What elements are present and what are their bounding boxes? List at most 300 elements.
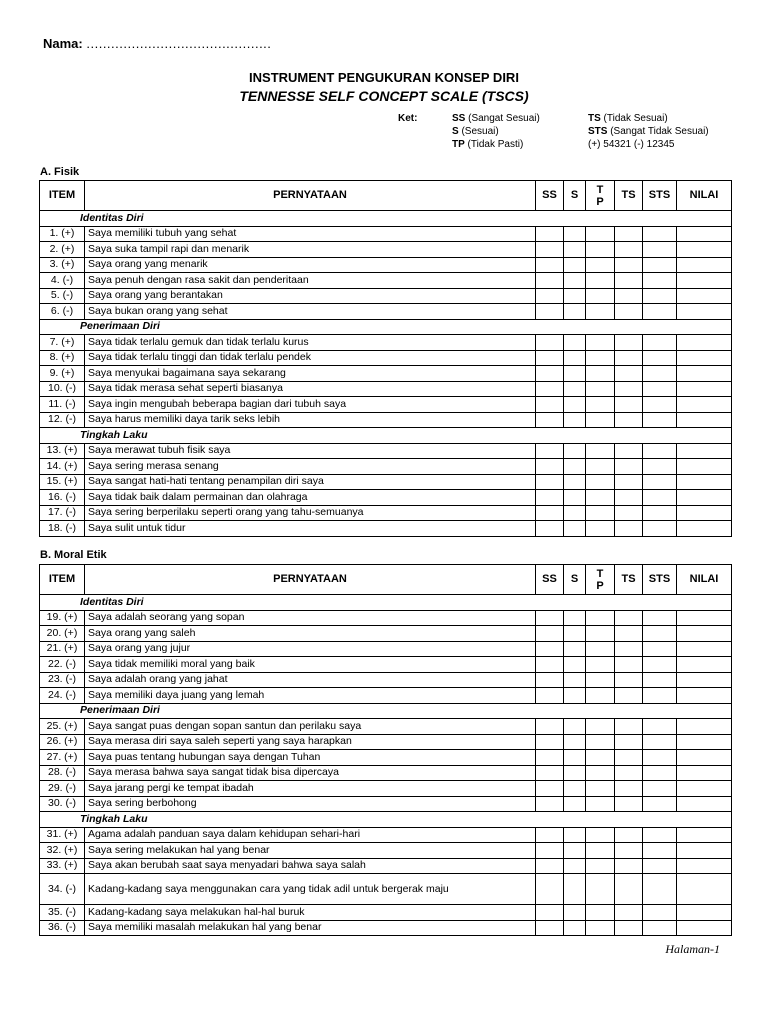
answer-cell-sts[interactable] [643,226,677,242]
answer-cell-sts[interactable] [643,719,677,735]
answer-cell-ts[interactable] [615,443,643,459]
answer-cell-ts[interactable] [615,672,643,688]
answer-cell-ts[interactable] [615,734,643,750]
answer-cell-sts[interactable] [643,843,677,859]
answer-cell-tp[interactable] [586,858,615,874]
answer-cell-nilai[interactable] [677,874,732,905]
answer-cell-sts[interactable] [643,257,677,273]
answer-cell-ss[interactable] [536,273,564,289]
answer-cell-tp[interactable] [586,657,615,673]
table-row [40,796,732,812]
item-number: 12. (-) [40,412,85,428]
answer-cell-sts[interactable] [643,335,677,351]
answer-cell-ss[interactable] [536,412,564,428]
answer-cell-ss[interactable] [536,734,564,750]
answer-cell-s[interactable] [564,750,586,766]
legend-sts-text: (Sangat Tidak Sesuai) [607,126,709,137]
answer-cell-sts[interactable] [643,412,677,428]
answer-cell-sts[interactable] [643,657,677,673]
answer-cell-tp[interactable] [586,381,615,397]
table-row [40,920,732,936]
answer-cell-ts[interactable] [615,304,643,320]
statement-text: Saya tidak baik dalam permainan dan olahraga [85,490,536,506]
answer-cell-s[interactable] [564,350,586,366]
answer-cell-ss[interactable] [536,350,564,366]
answer-cell-sts[interactable] [643,641,677,657]
answer-cell-tp[interactable] [586,920,615,936]
item-number: 28. (-) [40,765,85,781]
answer-cell-tp[interactable] [586,750,615,766]
answer-cell-ss[interactable] [536,226,564,242]
item-number: 6. (-) [40,304,85,320]
answer-cell-nilai[interactable] [677,335,732,351]
section-title-moral-etik: B. Moral Etik [40,549,107,561]
answer-cell-s[interactable] [564,505,586,521]
table-row [40,335,732,351]
answer-cell-s[interactable] [564,781,586,797]
answer-cell-ts[interactable] [615,412,643,428]
answer-cell-nilai[interactable] [677,381,732,397]
col-pernyataan-header: PERNYATAAN [85,565,536,595]
answer-cell-sts[interactable] [643,827,677,843]
answer-cell-s[interactable] [564,796,586,812]
answer-cell-nilai[interactable] [677,920,732,936]
answer-cell-tp[interactable] [586,443,615,459]
col-nilai-header: NILAI [677,181,732,211]
answer-cell-ts[interactable] [615,257,643,273]
col-sts-header: STS [643,565,677,595]
answer-cell-ss[interactable] [536,335,564,351]
statement-text: Saya sering berperilaku seperti orang yang tahu-semuanya [85,505,536,521]
answer-cell-tp[interactable] [586,796,615,812]
answer-cell-ss[interactable] [536,719,564,735]
legend-tp-code: TP [452,139,465,150]
answer-cell-ss[interactable] [536,474,564,490]
answer-cell-ss[interactable] [536,626,564,642]
answer-cell-tp[interactable] [586,905,615,921]
answer-cell-sts[interactable] [643,750,677,766]
answer-cell-ts[interactable] [615,288,643,304]
col-ts-header: TS [615,565,643,595]
answer-cell-s[interactable] [564,490,586,506]
answer-cell-s[interactable] [564,719,586,735]
answer-cell-s[interactable] [564,257,586,273]
answer-cell-nilai[interactable] [677,288,732,304]
legend-scoring: (+) 54321 (-) 12345 [588,139,675,150]
answer-cell-tp[interactable] [586,719,615,735]
answer-cell-ts[interactable] [615,335,643,351]
answer-cell-s[interactable] [564,843,586,859]
answer-cell-sts[interactable] [643,381,677,397]
table-row [40,474,732,490]
item-number: 8. (+) [40,350,85,366]
answer-cell-tp[interactable] [586,781,615,797]
answer-cell-tp[interactable] [586,505,615,521]
answer-cell-tp[interactable] [586,521,615,537]
answer-cell-sts[interactable] [643,905,677,921]
item-number: 16. (-) [40,490,85,506]
answer-cell-nilai[interactable] [677,610,732,626]
answer-cell-ss[interactable] [536,304,564,320]
answer-cell-ts[interactable] [615,505,643,521]
answer-cell-nilai[interactable] [677,304,732,320]
table-row [40,610,732,626]
answer-cell-ss[interactable] [536,796,564,812]
answer-cell-ss[interactable] [536,858,564,874]
answer-cell-ts[interactable] [615,397,643,413]
table-row [40,257,732,273]
answer-cell-sts[interactable] [643,350,677,366]
answer-cell-nilai[interactable] [677,626,732,642]
answer-cell-nilai[interactable] [677,765,732,781]
table-row [40,366,732,382]
item-number: 19. (+) [40,610,85,626]
answer-cell-s[interactable] [564,443,586,459]
answer-cell-tp[interactable] [586,474,615,490]
answer-cell-ts[interactable] [615,827,643,843]
legend [398,112,709,151]
answer-cell-ts[interactable] [615,381,643,397]
answer-cell-nilai[interactable] [677,412,732,428]
statement-text: Saya orang yang jujur [85,641,536,657]
subgroup-title: Identitas Diri [40,595,732,611]
answer-cell-s[interactable] [564,459,586,475]
answer-cell-nilai[interactable] [677,397,732,413]
answer-cell-tp[interactable] [586,397,615,413]
answer-cell-nilai[interactable] [677,688,732,704]
answer-cell-nilai[interactable] [677,905,732,921]
table-row [40,750,732,766]
answer-cell-ts[interactable] [615,858,643,874]
table-row [40,765,732,781]
answer-cell-ss[interactable] [536,672,564,688]
answer-cell-sts[interactable] [643,920,677,936]
item-number: 24. (-) [40,688,85,704]
answer-cell-nilai[interactable] [677,242,732,258]
table-row [40,641,732,657]
answer-cell-nilai[interactable] [677,521,732,537]
answer-cell-tp[interactable] [586,226,615,242]
answer-cell-nilai[interactable] [677,273,732,289]
answer-cell-sts[interactable] [643,397,677,413]
answer-cell-s[interactable] [564,641,586,657]
answer-cell-ts[interactable] [615,796,643,812]
answer-cell-nilai[interactable] [677,350,732,366]
col-tp-line2: P [596,195,604,208]
answer-cell-ts[interactable] [615,905,643,921]
answer-cell-tp[interactable] [586,335,615,351]
table-row [40,858,732,874]
nama-blank: ............................................. [86,36,272,51]
subgroup-row [40,703,732,719]
answer-cell-s[interactable] [564,657,586,673]
answer-cell-ts[interactable] [615,920,643,936]
item-number: 34. (-) [40,874,85,905]
legend-s-text: (Sesuai) [458,126,499,137]
item-number: 33. (+) [40,858,85,874]
item-number: 26. (+) [40,734,85,750]
table-fisik [39,180,732,537]
answer-cell-ss[interactable] [536,641,564,657]
answer-cell-ss[interactable] [536,657,564,673]
answer-cell-sts[interactable] [643,734,677,750]
answer-cell-sts[interactable] [643,626,677,642]
answer-cell-sts[interactable] [643,459,677,475]
answer-cell-tp[interactable] [586,459,615,475]
col-s-header: S [564,565,586,595]
statement-text: Saya adalah orang yang jahat [85,672,536,688]
answer-cell-tp[interactable] [586,242,615,258]
answer-cell-sts[interactable] [643,688,677,704]
item-number: 9. (+) [40,366,85,382]
answer-cell-ss[interactable] [536,459,564,475]
answer-cell-ss[interactable] [536,257,564,273]
item-number: 20. (+) [40,626,85,642]
table-row [40,397,732,413]
answer-cell-s[interactable] [564,381,586,397]
answer-cell-tp[interactable] [586,610,615,626]
answer-cell-s[interactable] [564,474,586,490]
answer-cell-sts[interactable] [643,474,677,490]
answer-cell-ts[interactable] [615,657,643,673]
legend-ss-code: SS [452,113,466,124]
legend-s-code: S [452,126,459,137]
answer-cell-ss[interactable] [536,843,564,859]
answer-cell-tp[interactable] [586,827,615,843]
answer-cell-ts[interactable] [615,719,643,735]
answer-cell-sts[interactable] [643,610,677,626]
answer-cell-s[interactable] [564,366,586,382]
answer-cell-ss[interactable] [536,381,564,397]
statement-text: Saya penuh dengan rasa sakit dan penderitaan [85,273,536,289]
answer-cell-ts[interactable] [615,521,643,537]
item-number: 29. (-) [40,781,85,797]
answer-cell-ts[interactable] [615,350,643,366]
table-header-row [40,181,732,211]
answer-cell-nilai[interactable] [677,858,732,874]
answer-cell-ss[interactable] [536,781,564,797]
answer-cell-s[interactable] [564,858,586,874]
answer-cell-nilai[interactable] [677,734,732,750]
item-number: 36. (-) [40,920,85,936]
answer-cell-ts[interactable] [615,641,643,657]
answer-cell-s[interactable] [564,288,586,304]
answer-cell-nilai[interactable] [677,474,732,490]
answer-cell-nilai[interactable] [677,366,732,382]
answer-cell-s[interactable] [564,610,586,626]
answer-cell-nilai[interactable] [677,827,732,843]
answer-cell-ss[interactable] [536,397,564,413]
answer-cell-ts[interactable] [615,765,643,781]
answer-cell-s[interactable] [564,226,586,242]
answer-cell-ts[interactable] [615,226,643,242]
answer-cell-ts[interactable] [615,626,643,642]
answer-cell-ts[interactable] [615,474,643,490]
item-number: 10. (-) [40,381,85,397]
answer-cell-tp[interactable] [586,366,615,382]
answer-cell-ts[interactable] [615,874,643,905]
answer-cell-ts[interactable] [615,843,643,859]
answer-cell-ts[interactable] [615,750,643,766]
answer-cell-sts[interactable] [643,304,677,320]
answer-cell-ss[interactable] [536,905,564,921]
answer-cell-ss[interactable] [536,521,564,537]
table-row [40,672,732,688]
statement-text: Saya memiliki masalah melakukan hal yang benar [85,920,536,936]
answer-cell-s[interactable] [564,626,586,642]
col-item-header: ITEM [40,565,85,595]
answer-cell-sts[interactable] [643,242,677,258]
table-row [40,734,732,750]
answer-cell-ss[interactable] [536,827,564,843]
table-header-row [40,565,732,595]
col-tp-line1: T [596,567,604,580]
answer-cell-nilai[interactable] [677,490,732,506]
col-ts-header: TS [615,181,643,211]
answer-cell-nilai[interactable] [677,257,732,273]
answer-cell-tp[interactable] [586,874,615,905]
answer-cell-nilai[interactable] [677,719,732,735]
answer-cell-s[interactable] [564,827,586,843]
answer-cell-ss[interactable] [536,765,564,781]
answer-cell-tp[interactable] [586,350,615,366]
answer-cell-s[interactable] [564,521,586,537]
answer-cell-ts[interactable] [615,242,643,258]
col-sts-header: STS [643,181,677,211]
answer-cell-ss[interactable] [536,288,564,304]
answer-cell-ts[interactable] [615,459,643,475]
answer-cell-ts[interactable] [615,490,643,506]
answer-cell-tp[interactable] [586,273,615,289]
answer-cell-s[interactable] [564,765,586,781]
answer-cell-nilai[interactable] [677,459,732,475]
legend-sts-code: STS [588,126,608,137]
item-number: 31. (+) [40,827,85,843]
answer-cell-s[interactable] [564,688,586,704]
statement-text: Saya memiliki daya juang yang lemah [85,688,536,704]
answer-cell-s[interactable] [564,734,586,750]
answer-cell-ss[interactable] [536,610,564,626]
statement-text: Saya sering merasa senang [85,459,536,475]
answer-cell-ts[interactable] [615,366,643,382]
answer-cell-sts[interactable] [643,874,677,905]
legend-tp-text: (Tidak Pasti) [464,139,524,150]
answer-cell-sts[interactable] [643,672,677,688]
table-row [40,490,732,506]
answer-cell-tp[interactable] [586,843,615,859]
answer-cell-nilai[interactable] [677,505,732,521]
table-row [40,350,732,366]
item-number: 7. (+) [40,335,85,351]
answer-cell-nilai[interactable] [677,750,732,766]
statement-text: Saya sangat hati-hati tentang penampilan diri saya [85,474,536,490]
answer-cell-sts[interactable] [643,490,677,506]
col-item-header: ITEM [40,181,85,211]
answer-cell-sts[interactable] [643,765,677,781]
answer-cell-sts[interactable] [643,443,677,459]
answer-cell-sts[interactable] [643,796,677,812]
statement-text: Saya puas tentang hubungan saya dengan Tuhan [85,750,536,766]
answer-cell-s[interactable] [564,304,586,320]
table-row [40,273,732,289]
answer-cell-tp[interactable] [586,641,615,657]
answer-cell-s[interactable] [564,905,586,921]
answer-cell-tp[interactable] [586,734,615,750]
answer-cell-ts[interactable] [615,781,643,797]
answer-cell-tp[interactable] [586,412,615,428]
answer-cell-sts[interactable] [643,273,677,289]
answer-cell-nilai[interactable] [677,226,732,242]
answer-cell-s[interactable] [564,273,586,289]
item-number: 15. (+) [40,474,85,490]
answer-cell-sts[interactable] [643,288,677,304]
answer-cell-s[interactable] [564,242,586,258]
answer-cell-tp[interactable] [586,490,615,506]
answer-cell-nilai[interactable] [677,672,732,688]
page-number: Halaman-1 [665,942,720,956]
answer-cell-nilai[interactable] [677,796,732,812]
answer-cell-nilai[interactable] [677,843,732,859]
table-row [40,459,732,475]
answer-cell-sts[interactable] [643,858,677,874]
answer-cell-tp[interactable] [586,257,615,273]
answer-cell-tp[interactable] [586,672,615,688]
nama-field[interactable] [43,36,271,51]
table-row [40,874,732,905]
answer-cell-ss[interactable] [536,920,564,936]
answer-cell-ts[interactable] [615,688,643,704]
statement-text: Saya orang yang berantakan [85,288,536,304]
answer-cell-sts[interactable] [643,505,677,521]
answer-cell-tp[interactable] [586,688,615,704]
col-s-header: S [564,181,586,211]
answer-cell-s[interactable] [564,874,586,905]
answer-cell-ss[interactable] [536,242,564,258]
statement-text: Saya orang yang menarik [85,257,536,273]
answer-cell-tp[interactable] [586,765,615,781]
answer-cell-ts[interactable] [615,273,643,289]
answer-cell-ss[interactable] [536,874,564,905]
subgroup-row [40,812,732,828]
answer-cell-tp[interactable] [586,626,615,642]
answer-cell-sts[interactable] [643,521,677,537]
answer-cell-nilai[interactable] [677,781,732,797]
table-row [40,412,732,428]
answer-cell-ss[interactable] [536,490,564,506]
answer-cell-s[interactable] [564,672,586,688]
answer-cell-s[interactable] [564,412,586,428]
answer-cell-nilai[interactable] [677,443,732,459]
answer-cell-ss[interactable] [536,750,564,766]
answer-cell-ss[interactable] [536,443,564,459]
answer-cell-sts[interactable] [643,366,677,382]
answer-cell-s[interactable] [564,397,586,413]
answer-cell-nilai[interactable] [677,641,732,657]
answer-cell-ss[interactable] [536,505,564,521]
answer-cell-tp[interactable] [586,304,615,320]
answer-cell-tp[interactable] [586,288,615,304]
table-row [40,304,732,320]
answer-cell-ss[interactable] [536,688,564,704]
answer-cell-sts[interactable] [643,781,677,797]
subgroup-title: Tingkah Laku [40,812,732,828]
answer-cell-s[interactable] [564,335,586,351]
answer-cell-nilai[interactable] [677,657,732,673]
answer-cell-ts[interactable] [615,610,643,626]
answer-cell-s[interactable] [564,920,586,936]
subgroup-title: Penerimaan Diri [40,319,732,335]
answer-cell-ss[interactable] [536,366,564,382]
